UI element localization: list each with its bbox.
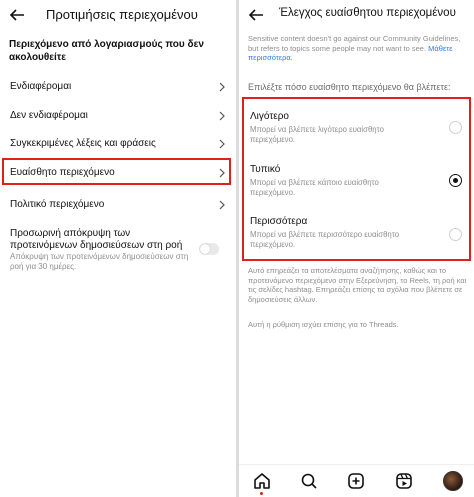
option-title: Λιγότερο: [250, 111, 289, 122]
option-description: Μπορεί να βλέπετε περισσότερο ευαίσθητο περιεχόμενο.: [250, 230, 400, 249]
radio-less[interactable]: [449, 121, 462, 134]
choose-label: Επιλέξτε πόσο ευαίσθητο περιεχόμενο θα βλέπετε:: [248, 82, 451, 92]
threads-note: Αυτή η ρύθμιση ισχύει επίσης για το Threads.: [248, 320, 399, 329]
option-title: Περισσότερα: [250, 216, 308, 227]
menu-item-specific-words[interactable]: [0, 131, 236, 157]
footer-note: Αυτό επηρεάζει τα αποτελέσματα αναζήτησης, καθώς και το προτεινόμενο περιεχόμενο στην Εξερεύνηση, το Reels, τη ροή και τις σελίδες hashtag. Επηρεάζει επίσης τα σχόλια που βλέπετε σε δημοσιεύσεις άλλων.: [248, 266, 467, 304]
option-title: Τυπικό: [250, 164, 281, 175]
chevron-right-icon: [218, 139, 226, 149]
menu-item-political-content[interactable]: [0, 192, 236, 218]
chevron-right-icon: [218, 111, 226, 121]
radio-standard[interactable]: [449, 174, 462, 187]
option-description: Μπορεί να βλέπετε λιγότερο ευαίσθητο περιεχόμενο.: [250, 125, 384, 144]
bottom-nav: [239, 464, 474, 497]
option-description: Μπορεί να βλέπετε κάποιο ευαίσθητο περιεχόμενο.: [250, 178, 379, 197]
menu-item-label: Πολιτικό περιεχόμενο: [10, 199, 105, 210]
back-arrow-icon[interactable]: [8, 6, 26, 24]
radio-more[interactable]: [449, 228, 462, 241]
menu-item-label: Δεν ενδιαφέρομαι: [10, 110, 88, 121]
learn-more-link[interactable]: Μάθετε περισσότερα.: [248, 43, 453, 62]
highlight-box: [2, 158, 231, 185]
menu-item-not-interested[interactable]: [0, 103, 236, 129]
header: [239, 0, 474, 32]
header: [0, 0, 236, 32]
snooze-suggested-label: Προσωρινή απόκρυψη των προτεινόμενων δημοσιεύσεων στη ροή: [10, 228, 183, 251]
content-preferences-screen: [0, 0, 236, 497]
snooze-suggested-toggle[interactable]: [199, 243, 219, 255]
page-title: Έλεγχος ευαίσθητου περιεχομένου: [279, 7, 456, 19]
menu-item-label: Ενδιαφέρομαι: [10, 81, 72, 92]
search-icon[interactable]: [300, 472, 318, 490]
snooze-suggested-description: Απόκρυψη των προτεινόμενων δημοσιεύσεων στη ροή για 30 ημέρες.: [10, 252, 189, 271]
create-icon[interactable]: [347, 472, 365, 490]
menu-item-interested[interactable]: [0, 74, 236, 100]
menu-item-label: Ευαίσθητο περιεχόμενο: [10, 167, 115, 178]
home-icon[interactable]: [253, 472, 271, 490]
back-arrow-icon[interactable]: [247, 6, 265, 24]
chevron-right-icon: [218, 200, 226, 210]
section-heading: Περιεχόμενο από λογαριασμούς που δεν ακολουθείτε: [9, 39, 204, 63]
menu-item-label: Συγκεκριμένες λέξεις και φράσεις: [10, 138, 156, 149]
info-text: [248, 34, 470, 63]
profile-avatar[interactable]: [443, 471, 463, 491]
page-title: Προτιμήσεις περιεχομένου: [46, 7, 198, 22]
info-body: Sensitive content doesn't go against our Community Guidelines, but refers to topics some people may not want to see.: [248, 34, 461, 53]
reels-icon[interactable]: [395, 472, 413, 490]
toggle-knob: [200, 244, 210, 254]
sensitive-content-control-screen: [239, 0, 474, 497]
chevron-right-icon: [218, 82, 226, 92]
notification-dot: [260, 492, 263, 495]
